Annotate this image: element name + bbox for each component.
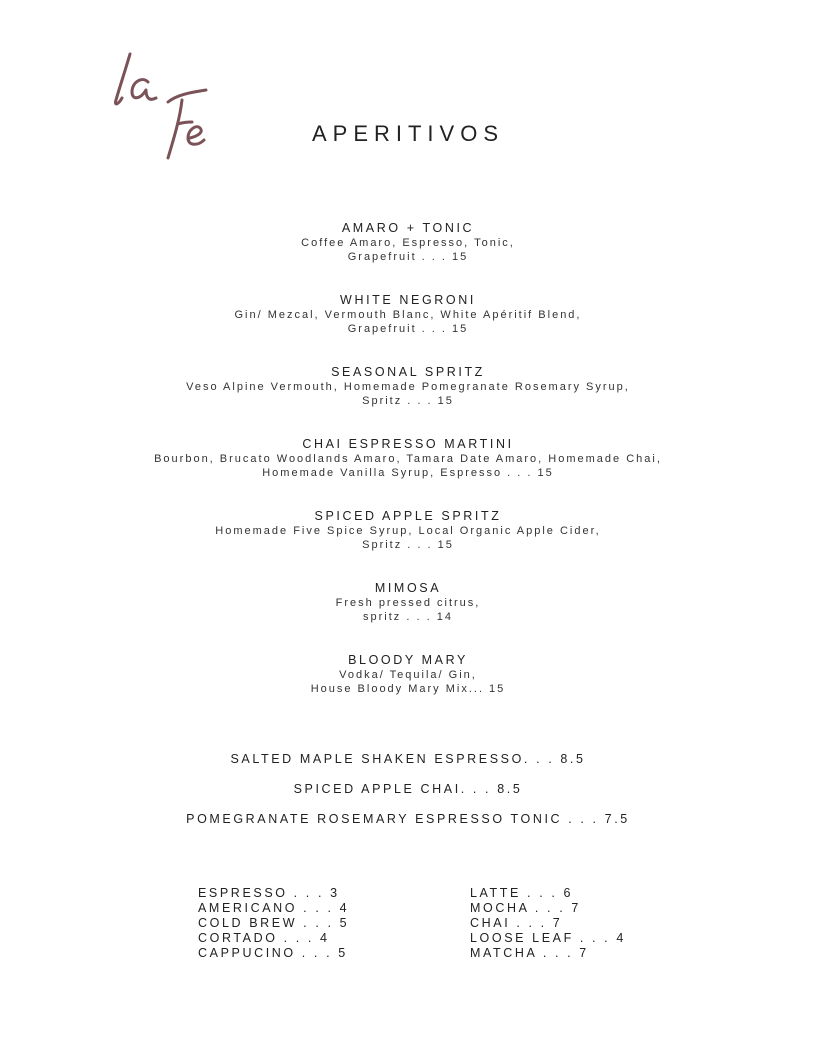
la-fe-logo: [108, 42, 218, 167]
coffee-item: AMERICANO . . . 4: [198, 901, 350, 915]
drink-description: Bourbon, Brucato Woodlands Amaro, Tamara Date Amaro, Homemade Chai,: [154, 453, 662, 465]
drink-price-line: Spritz . . . 15: [362, 539, 454, 551]
coffee-item: COLD BREW . . . 5: [198, 916, 350, 930]
drink-description: Gin/ Mezcal, Vermouth Blanc, White Apéritif Blend,: [234, 309, 582, 321]
coffee-item: CHAI . . . 7: [470, 916, 563, 930]
drink-price-line: spritz . . . 14: [363, 611, 453, 623]
drink-price-line: Spritz . . . 15: [362, 395, 454, 407]
drink-item: [0, 509, 816, 552]
drink-item: [0, 293, 816, 336]
coffee-item: CORTADO . . . 4: [198, 931, 330, 945]
drink-item: [0, 437, 816, 480]
coffee-item: LATTE . . . 6: [470, 886, 574, 900]
drink-item: [0, 365, 816, 408]
coffee-item: CAPPUCINO . . . 5: [198, 946, 348, 960]
drink-name: SEASONAL SPRITZ: [331, 365, 485, 379]
drink-price-line: Grapefruit . . . 15: [347, 323, 469, 335]
special-item: SPICED APPLE CHAI. . . 8.5: [293, 782, 523, 796]
drink-name: WHITE NEGRONI: [340, 293, 476, 307]
special-item: SALTED MAPLE SHAKEN ESPRESSO. . . 8.5: [230, 752, 586, 766]
drink-name: SPICED APPLE SPRITZ: [314, 509, 502, 523]
menu-title: APERITIVOS: [311, 121, 505, 146]
coffee-list-right: [470, 886, 626, 961]
drink-description: Coffee Amaro, Espresso, Tonic,: [301, 237, 515, 249]
drink-price-line: House Bloody Mary Mix... 15: [310, 683, 506, 695]
drink-name: MIMOSA: [374, 581, 442, 595]
coffee-list-left: [198, 886, 349, 961]
drink-price-line: Grapefruit . . . 15: [347, 251, 469, 263]
drink-item: [0, 653, 816, 696]
drink-name: CHAI ESPRESSO MARTINI: [302, 437, 514, 451]
drink-item: [0, 221, 816, 264]
drink-description: Vodka/ Tequila/ Gin,: [339, 669, 477, 681]
coffee-item: MATCHA . . . 7: [470, 946, 589, 960]
coffee-item: LOOSE LEAF . . . 4: [470, 931, 626, 945]
drink-name: BLOODY MARY: [348, 653, 468, 667]
coffee-item: ESPRESSO . . . 3: [198, 886, 340, 900]
coffee-item: MOCHA . . . 7: [470, 901, 581, 915]
drink-description: Fresh pressed citrus,: [335, 597, 481, 609]
drink-description: Homemade Five Spice Syrup, Local Organic Apple Cider,: [215, 525, 601, 537]
drink-name: AMARO + TONIC: [341, 221, 475, 235]
special-item: POMEGRANATE ROSEMARY ESPRESSO TONIC . . . 7.5: [186, 812, 630, 826]
drink-item: [0, 581, 816, 624]
drink-price-line: Homemade Vanilla Syrup, Espresso . . . 15: [262, 467, 554, 479]
drink-description: Veso Alpine Vermouth, Homemade Pomegranate Rosemary Syrup,: [186, 381, 630, 393]
